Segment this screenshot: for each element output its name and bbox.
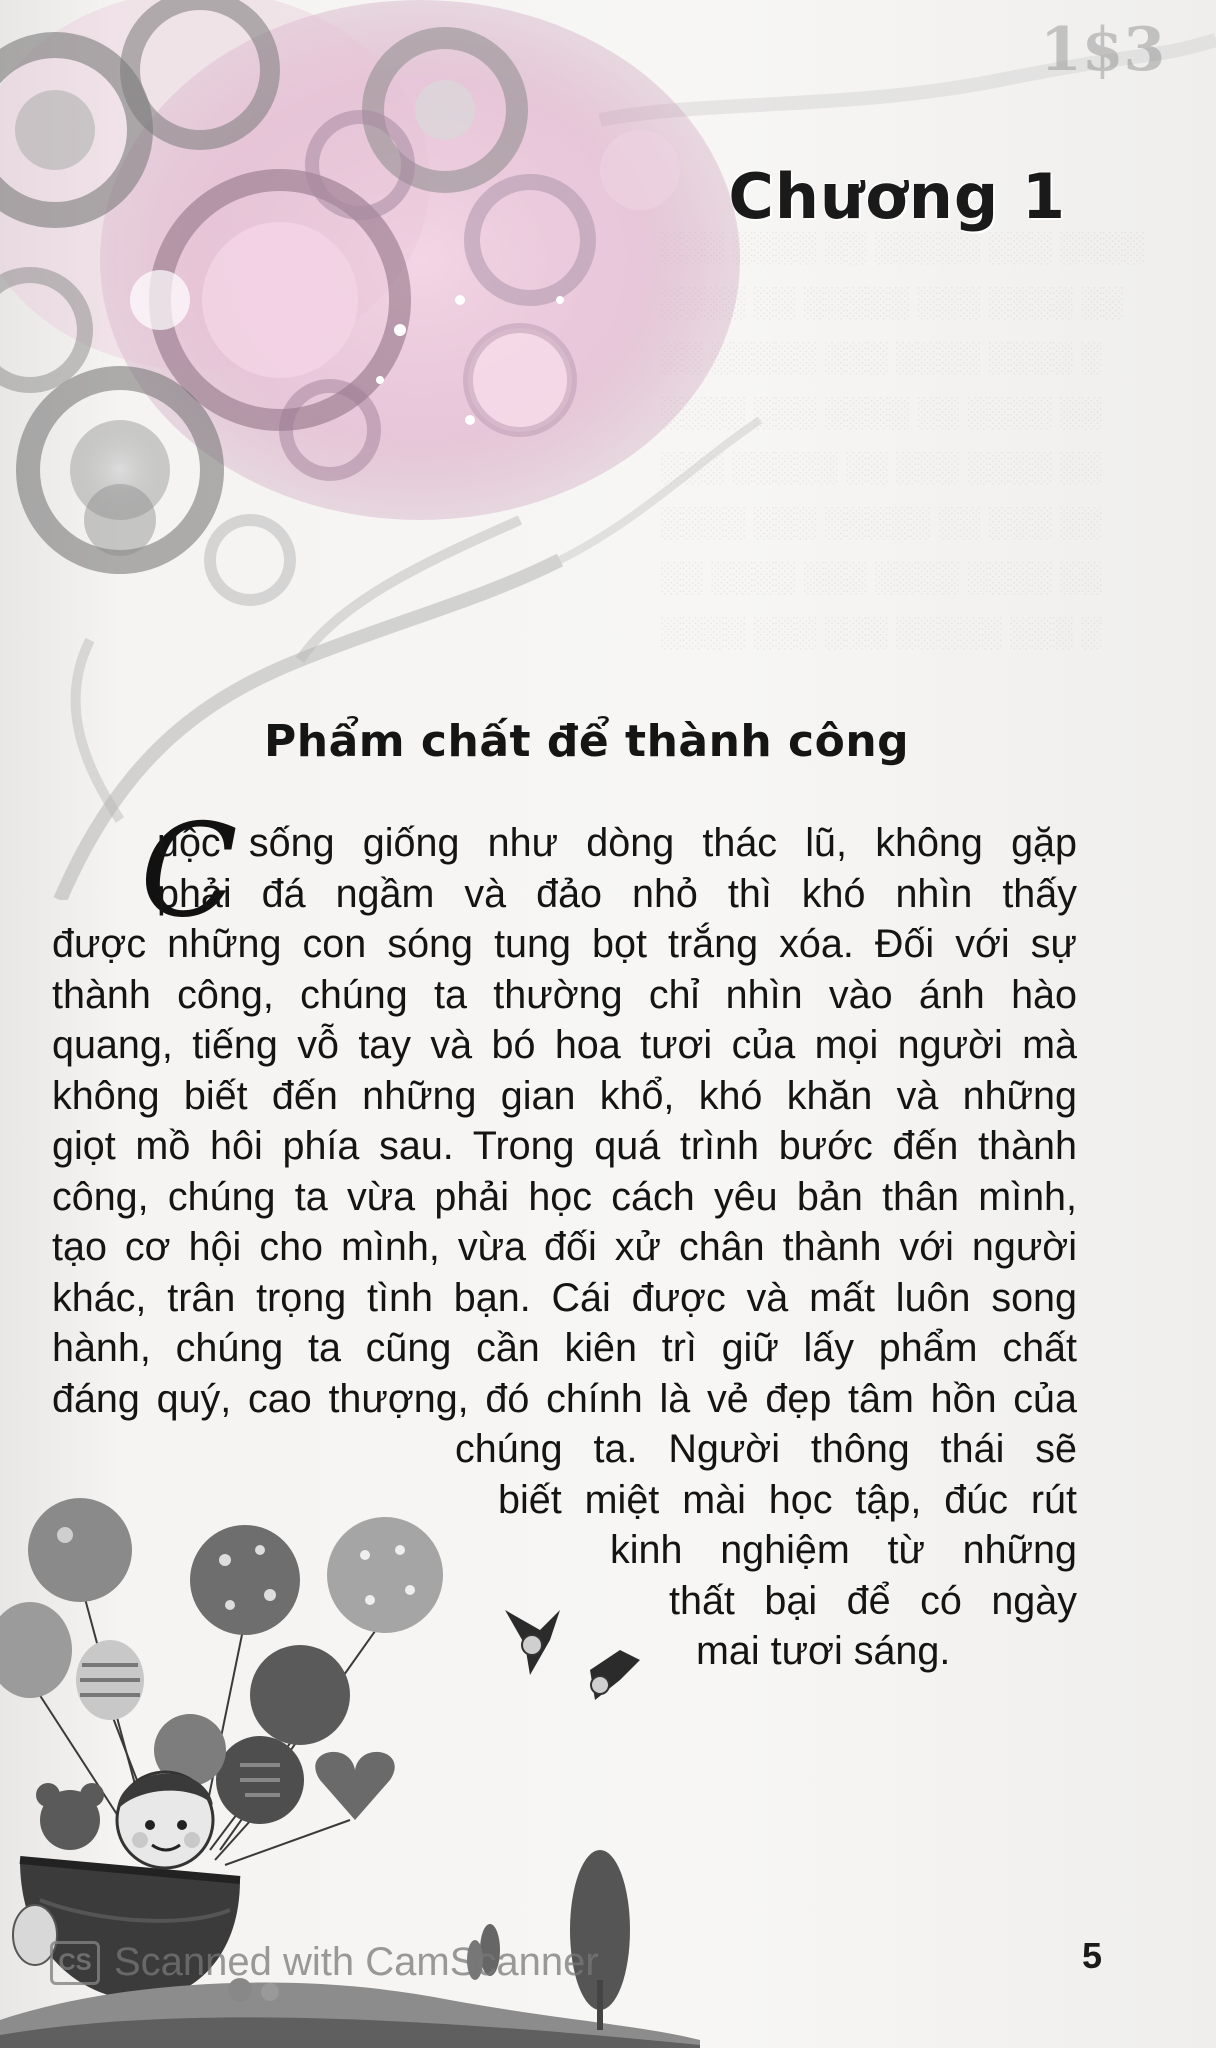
camscanner-logo-icon: CS <box>50 1941 100 1985</box>
body-line: không biết đến những gian khổ, khó khăn và những <box>52 1073 1077 1118</box>
flying-birds <box>500 1600 660 1720</box>
watermark-text: Scanned with CamScanner <box>114 1940 599 1984</box>
body-line: tạo cơ hội cho mình, vừa đối xử chân thành với người <box>52 1225 1077 1269</box>
body-line: được những con sóng tung bọt trắng xóa. Đối với sự <box>52 922 1077 966</box>
body-line: giọt mồ hôi phía sau. Trong quá trình bước đến thành <box>52 1124 1077 1168</box>
chapter-heading: Chương 1 <box>728 160 1066 233</box>
body-line: đáng quý, cao thượng, đó chính là vẻ đẹp tâm hồn của <box>52 1376 1077 1421</box>
section-title: Phẩm chất để thành công <box>264 716 910 767</box>
body-line: công, chúng ta vừa phải học cách yêu bản thân mình, <box>52 1174 1077 1219</box>
body-line: thất bại để có ngày <box>669 1578 1077 1623</box>
body-line: quang, tiếng vỗ tay và bó hoa tươi của mọi người mà <box>52 1023 1077 1067</box>
show-through-texture: ░░░ ░░░░ ░░ ░░░░░ ░░░ ░░░░ ░░░░ ░░ ░░░░░ ░░░ ░░░░ ░░ ░░ ░░░░░ ░░░ ░░░░ ░░░░ ░ ░░░░ ░░░ ░░░░ ░░ ░░░░ ░░ ░░░ ░░░░░ ░░ ░░░ ░░░░ ░░ ░░░░ ░░░ ░░░░░ ░░ ░░░ ░░ ░░ ░░░░ ░░░ ░░░░ ░░░░ ░░ ░░░░ ░░░ ░░░ ░░░░░ ░░░ ░ <box>660 231 1144 649</box>
body-line: thành công, chúng ta thường chỉ nhìn vào ánh hào <box>52 972 1077 1017</box>
body-line: chúng ta. Người thông thái sẽ <box>455 1427 1077 1471</box>
body-line: kinh nghiệm từ những <box>610 1528 1077 1572</box>
body-line: biết miệt mài học tập, đúc rút <box>498 1477 1077 1522</box>
drop-cap: C <box>140 797 238 946</box>
body-line: uộc sống giống như dòng thác lũ, không gặp <box>157 821 1077 865</box>
scanner-watermark <box>50 1940 599 1985</box>
body-line: khác, trân trọng tình bạn. Cái được và mất luôn song <box>52 1275 1077 1320</box>
svg-text:1$3: 1$3 <box>1040 15 1166 85</box>
body-line: hành, chúng ta cũng cần kiên trì giữ lấy phẩm chất <box>52 1326 1077 1370</box>
page-number: 5 <box>1082 1935 1103 1976</box>
body-line: mai tươi sáng. <box>696 1629 951 1673</box>
body-line: phải đá ngầm và đảo nhỏ thì khó nhìn thấy <box>157 871 1077 916</box>
